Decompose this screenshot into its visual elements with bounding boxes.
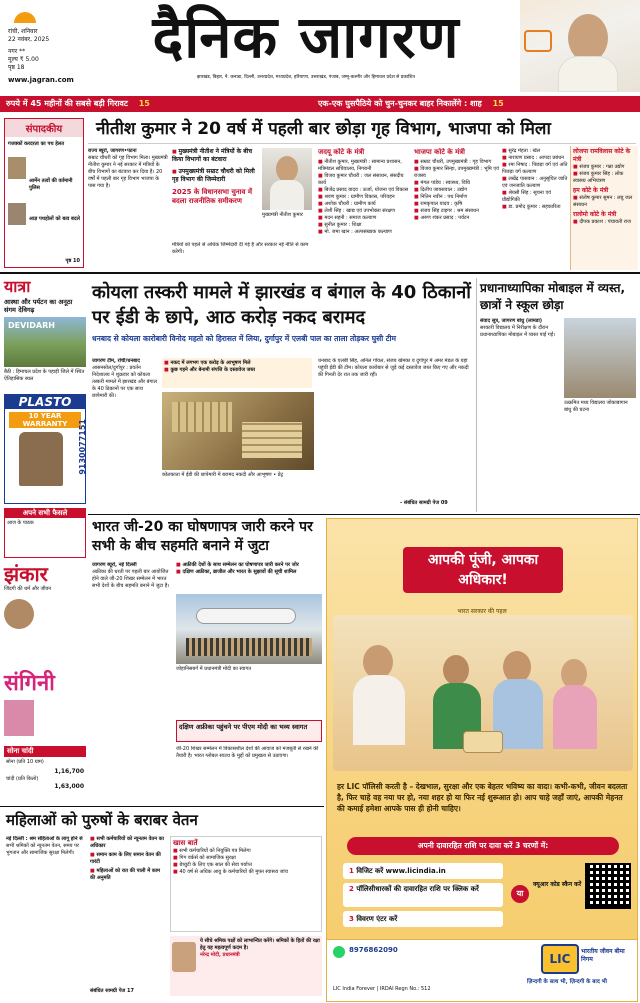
minister-item: ■ सुरेंद्र मेहता : खेल bbox=[502, 148, 568, 155]
birthday-cake-icon bbox=[463, 731, 503, 753]
minister-item: ■ नितिन नवीन : पथ निर्माण bbox=[414, 194, 500, 201]
g20-headline[interactable]: भारत जी-20 का घोषणापत्र जारी करने पर सभी के बीच सहमति बनाने में जुटा bbox=[92, 519, 313, 554]
lic-or: या bbox=[511, 885, 529, 903]
city-label: नगर ** bbox=[8, 48, 26, 55]
minister-item: ■ नारायण प्रसाद : आपदा प्रबंधन bbox=[502, 155, 568, 162]
pm-portrait bbox=[172, 942, 196, 972]
yatra-subtitle: आस्था और पर्यटन का अनूठा संगम देविगढ़ bbox=[4, 298, 73, 314]
pages-label: पृष्ठ 18 bbox=[8, 64, 25, 71]
coal-body-col bbox=[92, 358, 158, 508]
minister-item: ■ सुनील कुमार : शिक्षा bbox=[318, 222, 410, 229]
lic-step-1[interactable] bbox=[343, 863, 503, 879]
apna-sub: आज के पाठक bbox=[7, 520, 34, 526]
coal-body-2: धनबाद के एलबी सिंह, अनिल गोयल, संजय खेमका व दुर्गापुर में अमर मंडल के यहां पहुंची ईडी की टीम। कोयला कारोबार से जुड़े कई दस्तावेज जब्त किए गए और नकदी की गिनती देर रात तक जारी रही। bbox=[318, 358, 469, 378]
minister-box-bjp-2 bbox=[502, 148, 568, 268]
lead-body-col bbox=[88, 148, 168, 266]
women-bullets bbox=[90, 836, 166, 916]
lead-bullet-1: ■ मुख्यमंत्री नीतीश ने मंत्रियों के बीच किया विभागों का बंटवारा bbox=[172, 148, 258, 164]
lead-photo-caption: मुख्यमंत्री नीतीश कुमार bbox=[262, 212, 303, 218]
coal-photo-caption: कोलकाता में ईडी की छापेमारी में बरामद नकदी और आभूषण • प्रेट्र bbox=[162, 472, 284, 478]
yatra-box[interactable] bbox=[4, 278, 86, 390]
apna-title: अपने सभी फैसले bbox=[5, 509, 85, 518]
yatra-caption: बैठी : हिमाचल प्रदेश के पहाड़ी जिले में स्थित ऐतिहासिक स्थल bbox=[4, 369, 85, 382]
lic-body: हर LIC पॉलिसी करती है – देखभाल, सुरक्षा और एक बेहतर भविष्य का वादा। कभी-कभी, जीवन बदलता है, फिर चाहे वह नया घर हो, नया शहर हो या फिर नई शुरूआत हो। आप चाहे जहाँ जाएं, आपकी मेहनत की कमाई हमेशा आपके पास ही होनी चाहिए। bbox=[337, 782, 628, 813]
minister-box-allies bbox=[570, 146, 638, 270]
coal-body: आसनसोल/दुर्गापुर : प्रवर्तन निदेशालय ने शुक्रवार को कोयला तस्करी मामले में झारखंड और बंगाल के 40 ठिकानों पर एक साथ छापेमारी की। bbox=[92, 365, 157, 399]
school-body-col bbox=[480, 318, 560, 508]
qr-code-icon[interactable] bbox=[585, 863, 631, 909]
women-quote-box bbox=[170, 936, 322, 996]
minister-item: ■ सम्राट चौधरी, उपमुख्यमंत्री : गृह विभाग bbox=[414, 159, 500, 166]
portrait-2 bbox=[8, 203, 26, 225]
women-box-item-1: ■ सभी कर्मचारियों को नियुक्ति पत्र मिलेगा bbox=[173, 848, 319, 855]
lead-bullet-2: ■ उपमुख्यमंत्री सम्राट चौधरी को मिली गृह विभाग की जिम्मेदारी bbox=[172, 168, 258, 184]
minister-item: ■ मो. जमा खान : अल्पसंख्यक कल्याण bbox=[318, 229, 410, 236]
sangini-box[interactable] bbox=[4, 670, 86, 742]
lic-qr-text: क्यूआर कोड स्कैन करें bbox=[533, 881, 582, 888]
lic-step-2-text: पॉलिसीधारकों की दावारहित राशि पर क्लिक करें bbox=[356, 885, 479, 893]
minister-item: ■ संतोष कुमार सुमन : लघु जल संसाधन bbox=[573, 195, 636, 209]
minister-item: ■ अरुण शंकर प्रसाद : पर्यटन bbox=[414, 215, 500, 222]
women-box-title: खास बातें bbox=[173, 839, 198, 847]
lic-step-3[interactable] bbox=[343, 911, 503, 927]
minister-item: ■ विजय कुमार सिन्हा, उपमुख्यमंत्री : भूमि एवं राजस्व bbox=[414, 166, 500, 180]
minister-item: ■ मदन सहनी : समाज कल्याण bbox=[318, 215, 410, 222]
jhankar-box[interactable] bbox=[4, 562, 86, 666]
plasto-badge: 10 YEAR WARRANTY bbox=[9, 412, 81, 428]
coal-headline[interactable]: कोयला तस्करी मामले में झारखंड व बंगाल के 40 ठिकानों पर ईडी के छापे, आठ करोड़ नकद बरामद bbox=[92, 282, 471, 328]
step-3-number: 3 bbox=[349, 915, 357, 923]
price-label: मूल्य ₹ 5.00 bbox=[8, 56, 39, 63]
teaser-1-page: 15 bbox=[138, 99, 150, 108]
coal-photo bbox=[162, 392, 314, 470]
lic-family-photo bbox=[333, 615, 633, 771]
women-dateline: नई दिल्ली : श्रम संहिताओं के लागू होने से bbox=[6, 836, 83, 842]
school-headline[interactable]: प्रधानाध्यापिका मोबाइल में व्यस्त, छात्रों ने स्कूल छोड़ा bbox=[480, 281, 626, 312]
whatsapp-icon bbox=[333, 946, 345, 958]
lic-step-3-text: विवरण एंटर करें bbox=[356, 915, 398, 923]
minister-item: ■ दीपक प्रकाश : पंचायती राज bbox=[573, 219, 636, 226]
minister-item: ■ नीतीश कुमार, मुख्यमंत्री : सामान्य प्रशासन, मंत्रिमंडल सचिवालय, निगरानी bbox=[318, 159, 410, 173]
coal-ref: - संबंधित सामग्री पेज 09 bbox=[400, 500, 448, 506]
minister-item: ■ संजय कुमार सिंह : लोक स्वास्थ्य अभियंत्रण bbox=[573, 171, 636, 185]
yatra-title: यात्रा bbox=[4, 277, 31, 296]
lead-dateline: राज्य ब्यूरो, जागरण•पटना bbox=[88, 148, 137, 154]
minister-item: ■ श्रवण कुमार : ग्रामीण विकास, परिवहन bbox=[318, 194, 410, 201]
editorial-item-1: गजक्कों करदरता का पथ हेलत bbox=[8, 141, 65, 147]
minister-item: ■ संजय कुमार : गन्ना उद्योग bbox=[573, 164, 636, 171]
editorial-ref[interactable]: पृष्ठ 10 bbox=[65, 258, 80, 264]
minister-box-bjp-title: भाजपा कोटे के मंत्री bbox=[414, 148, 465, 156]
website-link[interactable]: www.jagran.com bbox=[8, 76, 74, 84]
step-1-number: 1 bbox=[349, 867, 357, 875]
lic-step-1-text: विजिट करें www.licindia.in bbox=[356, 867, 446, 875]
plasto-phone[interactable]: 9130077151 bbox=[78, 419, 87, 475]
yatra-banner: DEVIDARH bbox=[8, 321, 55, 330]
minister-item: ■ अशोक चौधरी : ग्रामीण कार्य bbox=[318, 201, 410, 208]
women-bullet-2: ■ समान काम के लिए समान वेतन की गारंटी bbox=[90, 852, 166, 866]
leader-photo bbox=[520, 0, 640, 92]
teaser-2-text: एक-एक घुसपैठिये को चुन-चुनकर बाहर निकालेंगे : शाह bbox=[318, 99, 482, 108]
lic-phone[interactable]: 8976862090 bbox=[349, 946, 398, 954]
editorial-item-2: आर्मेन तत्वों की वर्तमानी पुलिस bbox=[29, 178, 73, 191]
women-bullet-3: ■ महिलाओं को रात की पाली में काम की अनुमति bbox=[90, 868, 166, 882]
school-photo bbox=[564, 318, 636, 398]
jhankar-title: झंकार bbox=[4, 562, 48, 586]
women-quote-author: नरेन्द्र मोदी, प्रधानमंत्री bbox=[200, 952, 240, 958]
lic-footer-bar bbox=[327, 939, 637, 1001]
lic-brand: LIC bbox=[549, 952, 571, 966]
g20-body-2: जी-20 शिखर सम्मेलन में विकासशील देशों की आवाज को मजबूती से रखने की तैयारी है। भारत ग्लोबल साउथ के मुद्दों को प्रमुखता से उठाएगा। bbox=[176, 746, 319, 759]
chair-icon bbox=[19, 432, 63, 486]
minister-item: ■ दिलीप जायसवाल : उद्योग bbox=[414, 187, 500, 194]
sangini-portrait bbox=[4, 700, 34, 736]
women-headline[interactable]: महिलाओं को पुरुषों के बराबर वेतन bbox=[6, 811, 198, 829]
editions-line: झारखंड, बिहार, नै. कनाडा, दिल्ली, उत्तरप्रदेश, मध्यप्रदेश, हरियाणा, उत्तराखंड, पंजाब, जम्मू-कश्मीर और हिमाचल प्रदेश से प्रकाशित bbox=[196, 75, 415, 80]
minister-item: ■ रमा निषाद : पिछड़ा वर्ग एवं अति पिछड़ा वर्ग कल्याण bbox=[502, 162, 568, 176]
minister-box-rlm-title: रालोमो कोटे के मंत्री bbox=[573, 211, 617, 218]
g20-dateline: जागरण ब्यूरो, नई दिल्ली bbox=[92, 562, 137, 568]
coal-bullets bbox=[162, 358, 312, 388]
gold-row-value: 1,16,700 bbox=[54, 768, 84, 775]
step-2-number: 2 bbox=[349, 885, 357, 893]
women-box-item-2: ■ गिग वर्कर्स को सामाजिक सुरक्षा bbox=[173, 855, 319, 862]
minister-box-ham-title: हम कोटे के मंत्री bbox=[573, 187, 609, 194]
apna-box[interactable] bbox=[4, 508, 86, 558]
minister-box-ljp-title: लोजपा रामविलास कोटे के मंत्री bbox=[573, 148, 631, 163]
minister-item: ■ विजय कुमार चौधरी : जल संसाधन, संसदीय कार्य bbox=[318, 173, 410, 187]
women-ref[interactable]: संबंधित सामग्री पेज 17 bbox=[90, 988, 134, 994]
g20-pm-box[interactable] bbox=[176, 720, 322, 742]
lead-headline[interactable]: नीतीश कुमार ने 20 वर्ष में पहली बार छोड़ा गृह विभाग, भाजपा को मिला bbox=[96, 119, 551, 139]
teaser-2[interactable] bbox=[318, 98, 638, 110]
lead-bullet-box bbox=[172, 148, 258, 238]
school-dateline: संवाद सूत्र, जागरण बांधु (लामडा) bbox=[480, 318, 543, 324]
lead-highlight: 2025 के विधानसभा चुनाव में बदला राजनीतिक समीकरण bbox=[172, 188, 253, 205]
coal-bullet-1: ■ नकद में लगभग एक करोड़ के आभूषण मिले bbox=[164, 360, 310, 367]
lic-headline: आपकी पूंजी, आपका अधिकार! bbox=[427, 552, 539, 588]
women-key-box bbox=[170, 836, 322, 932]
minister-item: ■ डा. प्रमोद कुमार : सहकारिता bbox=[502, 204, 568, 211]
minister-box-bjp bbox=[414, 148, 500, 268]
sangini-title: संगिनी bbox=[4, 670, 55, 696]
school-photo-caption: उत्क्रमित मध्य विद्यालय जोकाबागान बांधु की घटना bbox=[564, 400, 628, 413]
minister-box-jdu-title: जदयू कोटे के मंत्री bbox=[318, 148, 365, 156]
silver-row-label: चांदी (प्रति किलो) bbox=[6, 776, 39, 782]
editorial-item-3: आज्ञ पथहोलों को बत्व बदले bbox=[29, 216, 80, 222]
yatra-image bbox=[4, 317, 86, 367]
g20-bullet-2: ■ दक्षिण अफ्रीका, ब्राजील और भारत के सुझावों की सूची शामिल bbox=[176, 569, 322, 576]
portrait-1 bbox=[8, 157, 26, 179]
g20-bullets bbox=[176, 562, 322, 590]
lic-step-2[interactable] bbox=[343, 883, 503, 907]
coal-deck: धनबाद से कोयला कारोबारी विनोद महतो को हिरासत में लिया, दुर्गापुर में एलबी पाल का ताला तोड़कर घुसी टीम bbox=[92, 334, 396, 343]
plasto-brand: PLASTO bbox=[5, 395, 85, 409]
g20-photo-caption: जोहानिसबर्ग में प्रधानमंत्री मोदी का स्वागत bbox=[176, 666, 252, 672]
minister-item: ■ लखेंद्र पासवान : अनुसूचित जाति एवं जनजाति कल्याण bbox=[502, 176, 568, 190]
lic-tagline: ज़िन्दगी के साथ भी, ज़िन्दगी के बाद भी bbox=[527, 979, 607, 985]
g20-body-col bbox=[92, 562, 172, 802]
gold-row-label: सोना (प्रति 10 ग्राम) bbox=[6, 759, 44, 765]
lic-footer-text: LIC India Forever | IRDAI Regn No.: 512 bbox=[333, 986, 431, 992]
jhankar-portrait bbox=[4, 599, 34, 629]
coal-dateline: जागरण टीम, रांची/धनबाद bbox=[92, 358, 140, 364]
sun-logo-icon bbox=[14, 12, 36, 23]
women-body-col: नई दिल्ली : श्रम संहिताओं के लागू होने से सभी श्रमिकों को न्यूनतम वेतन, समय पर भुगतान और सामाजिक सुरक्षा मिलेगी। bbox=[6, 836, 86, 996]
newspaper-title: दैनिक जागरण bbox=[152, 3, 460, 71]
lead-body-2: मंत्रियों को पहले से अधिक जिम्मेदारी दी गई है और सरकार नई नीति से काम करेगी। bbox=[172, 242, 309, 255]
women-bullet-1: ■ सभी कर्मचारियों को न्यूनतम वेतन का अधिकार bbox=[90, 836, 166, 850]
women-box-item-4: ■ 40 वर्ष से अधिक आयु के कर्मचारियों की मुफ्त स्वास्थ्य जांच bbox=[173, 869, 319, 876]
lic-steps-banner bbox=[347, 837, 619, 855]
lead-body: सम्राट चौधरी को गृह विभाग मिला। मुख्यमंत्री नीतीश कुमार ने नई सरकार में मंत्रियों के बीच विभागों का बंटवारा कर दिया है। 20 वर्षों में पहली बार गृह विभाग भाजपा के पास गया है। bbox=[88, 155, 168, 189]
school-body: सरकारी विद्यालय में निरीक्षण के दौरान प्रधानाध्यापिका मोबाइल में व्यस्त पाई गईं। bbox=[480, 325, 556, 338]
women-box-item-3: ■ ग्रेच्युटी के लिए एक साल की सेवा पर्याप्त bbox=[173, 862, 319, 869]
lead-photo bbox=[262, 148, 312, 210]
date-line: रांची, शनिवार 22 नवंबर, 2025 bbox=[8, 28, 50, 43]
coal-bullet-2: ■ कुछ गहने और बेनामी संपत्ति के दस्तावेज जब्त bbox=[164, 367, 310, 374]
women-quote: ये सीधे श्रमिक पक्षों को लाभान्वित करेंगे। श्रमिकों के हितों की रक्षा हेतु यह महत्वपूर्ण कदम है। bbox=[200, 938, 320, 951]
masthead bbox=[0, 0, 640, 96]
g20-body: अफ्रीका की धरती पर पहली बार आयोजित होने वाले जी-20 शिखर सम्मेलन में भारत सभी देशों के बीच सहमति बनाने में जुटा है। bbox=[92, 569, 170, 589]
teaser-2-page: 15 bbox=[492, 99, 504, 108]
silver-row-value: 1,63,000 bbox=[54, 783, 84, 790]
editorial-label: संपादकीय bbox=[5, 119, 83, 137]
minister-item: ■ बिजेंद्र प्रसाद यादव : ऊर्जा, योजना एवं विकास bbox=[318, 187, 410, 194]
gold-label: सोना चांदी bbox=[4, 746, 86, 757]
minister-item: ■ मंगल पांडेय : स्वास्थ्य, विधि bbox=[414, 180, 500, 187]
lic-brand-sub: भारतीय जीवन बीमा निगम bbox=[581, 948, 625, 963]
minister-item: ■ रामकृपाल यादव : कृषि bbox=[414, 201, 500, 208]
lic-steps-title: अपनी दावारहित राशि पर दावा करें 3 चरणों में: bbox=[417, 841, 549, 850]
g20-bullet-1: ■ अफ्रीकी देशों के साथ सम्मेलन का घोषणापत्र जारी करने पर जोर bbox=[176, 562, 322, 569]
lic-headline-banner bbox=[403, 547, 563, 593]
jhankar-sub: जिंदगी की धर्म और जीवन bbox=[4, 586, 52, 592]
editorial-box bbox=[4, 118, 84, 268]
minister-item: ■ श्रेयसी सिंह : सूचना एवं प्रौद्योगिकी bbox=[502, 190, 568, 204]
gold-box bbox=[4, 746, 86, 794]
minister-item: ■ लेशी सिंह : खाद्य एवं उपभोक्ता संरक्षण bbox=[318, 208, 410, 215]
lic-tag: भारत सरकार की पहल bbox=[457, 608, 507, 615]
lic-ad[interactable] bbox=[326, 518, 638, 1002]
lic-logo bbox=[541, 944, 579, 974]
plasto-ad[interactable] bbox=[4, 394, 86, 504]
minister-item: ■ संजय सिंह टाइगर : श्रम संसाधन bbox=[414, 208, 500, 215]
minister-box-jdu bbox=[318, 148, 410, 268]
teaser-1[interactable] bbox=[6, 98, 306, 110]
g20-pm-box-text: दक्षिण अफ्रीका पहुंचने पर पीएम मोदी का भव्य स्वागत bbox=[179, 723, 308, 731]
teaser-1-text: रुपये में 45 महीनों की सबसे बड़ी गिरावट bbox=[6, 99, 128, 108]
g20-photo bbox=[176, 594, 322, 664]
